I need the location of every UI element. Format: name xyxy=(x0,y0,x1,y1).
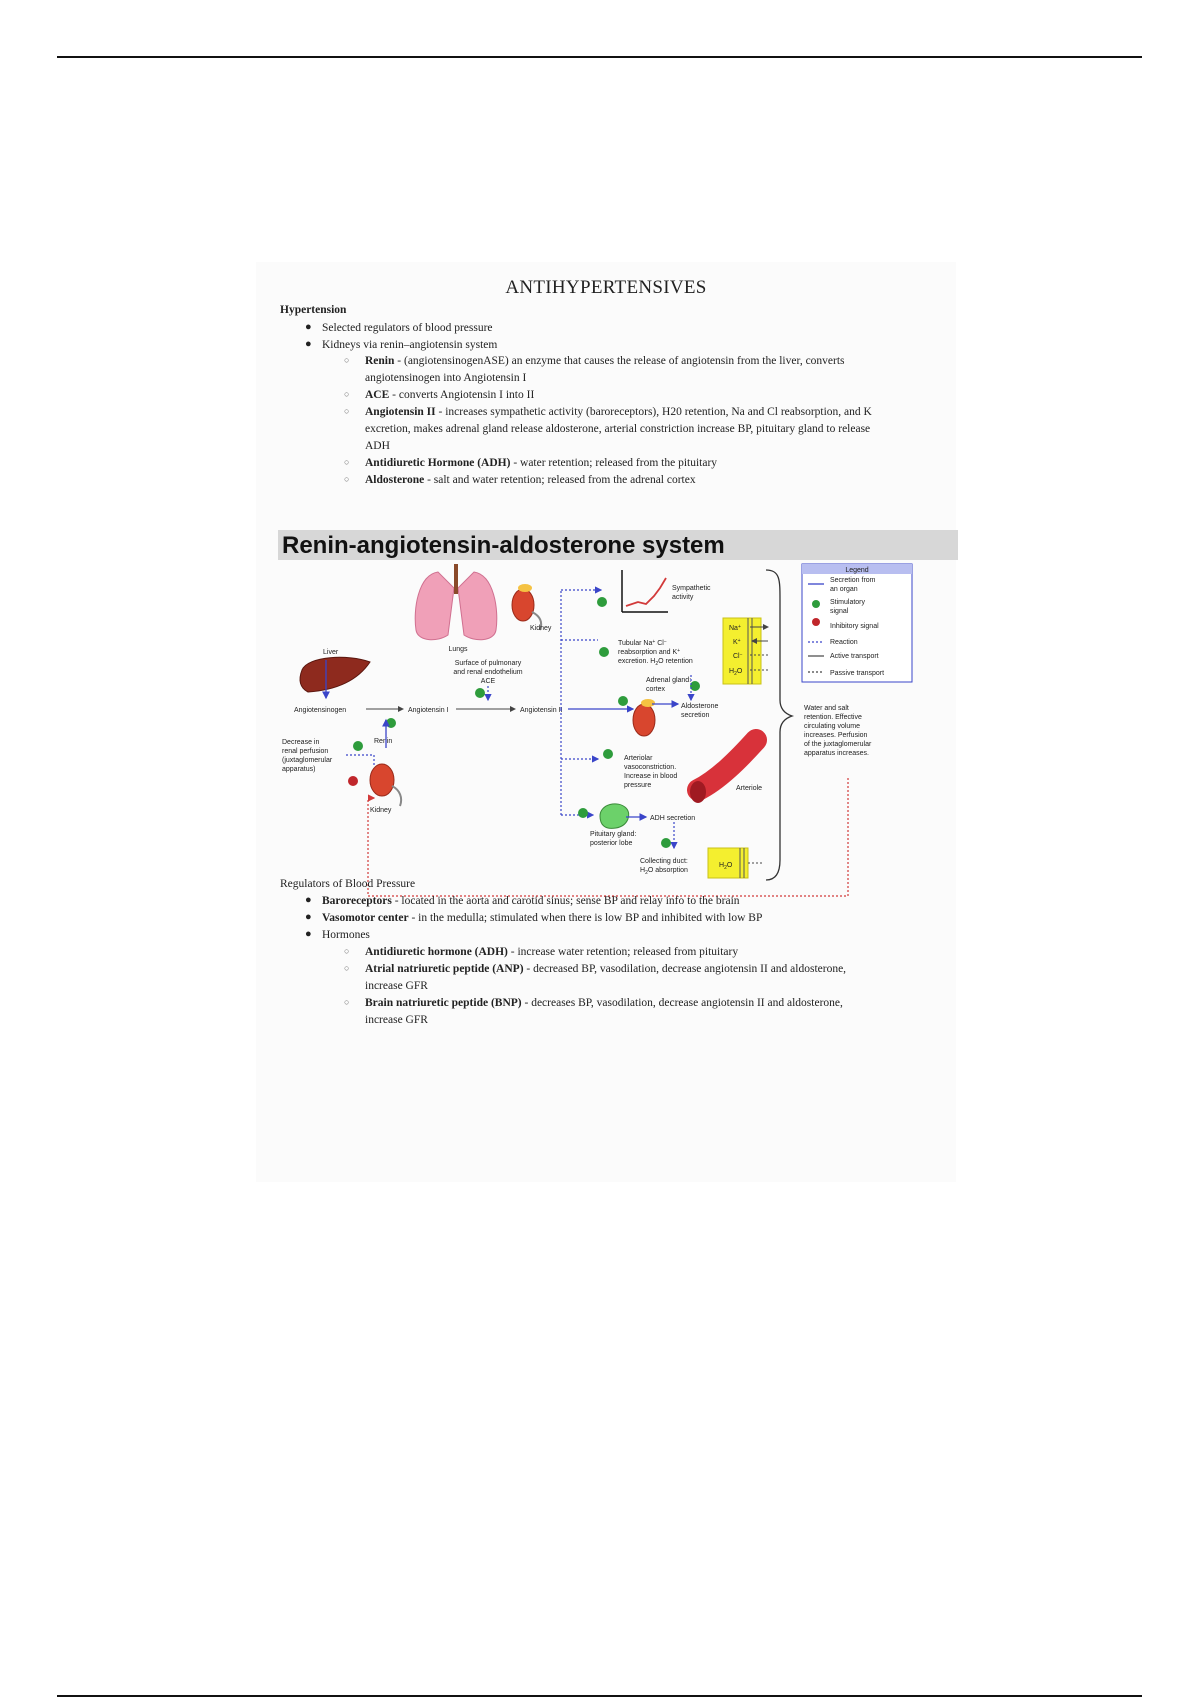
text-angiotensin-ii: - increases sympathetic activity (baroreceptors), H20 retention, Na and Cl reabsorption, and K xyxy=(435,406,872,418)
circle-bullet-icon: ○ xyxy=(344,457,350,467)
label-water-salt-5: of the juxtaglomerular xyxy=(804,741,872,748)
label-kidney-top: Kidney xyxy=(530,625,552,632)
stimulatory-signal-icon xyxy=(603,749,613,759)
label-angiotensin-i: Angiotensin I xyxy=(408,707,449,714)
text-anp: - decreased BP, vasodilation, decrease angiotensin II and aldosterone, xyxy=(523,963,847,975)
hypertension-bullet: Kidneys via renin–angiotensin system xyxy=(322,339,498,351)
label-decrease-3: (juxtaglomerular xyxy=(282,757,333,764)
label-surface-2: and renal endothelium xyxy=(453,669,523,676)
label-water-salt-3: circulating volume xyxy=(804,723,861,730)
label-arteriolar-4: pressure xyxy=(624,782,652,789)
text-ace: - converts Angiotensin I into II xyxy=(389,389,535,401)
label-aldosterone-2: secretion xyxy=(681,712,710,719)
label-angiotensinogen: Angiotensinogen xyxy=(294,707,347,714)
adh-regulator-item xyxy=(365,944,738,961)
stimulatory-signal-icon xyxy=(386,718,396,728)
stimulatory-signal-icon xyxy=(599,647,609,657)
kidney-icon xyxy=(512,584,541,630)
label-arteriolar-2: vasoconstriction. xyxy=(624,764,677,771)
hypertension-bullet: Selected regulators of blood pressure xyxy=(322,322,493,334)
label-ion-k: K+ xyxy=(733,638,741,646)
label-aldosterone-1: Aldosterone xyxy=(681,703,719,710)
bullet-icon: ● xyxy=(305,911,312,923)
label-decrease-1: Decrease in xyxy=(282,739,320,746)
hormones-item: Hormones xyxy=(322,929,370,941)
legend-box xyxy=(802,564,912,682)
sympathetic-chart-icon xyxy=(622,570,668,612)
label-angiotensin-ii: Angiotensin II xyxy=(520,707,563,714)
aldosterone-item xyxy=(365,472,696,489)
term-adh-regulator: Antidiuretic hormone (ADH) xyxy=(365,946,508,958)
term-renin: Renin xyxy=(365,355,395,367)
stimulatory-signal-icon xyxy=(661,838,671,848)
text-adh: - water retention; released from the pituitary xyxy=(510,457,718,469)
angiotensin-ii-item xyxy=(365,404,965,421)
text-renin: - (angiotensinogenASE) an enzyme that causes the release of angiotensin from the liver, converts xyxy=(394,355,845,367)
stimulatory-signal-icon xyxy=(618,696,628,706)
term-ace: ACE xyxy=(365,389,390,401)
adrenal-kidney-icon xyxy=(633,699,655,736)
bullet-icon: ● xyxy=(305,321,312,333)
label-surface-1: Surface of pulmonary xyxy=(454,660,522,667)
label-ion-na: Na+ xyxy=(729,624,741,632)
renin-item xyxy=(365,353,965,370)
label-kidney-bottom: Kidney xyxy=(370,807,392,814)
label-sympathetic-1: Sympathetic xyxy=(672,585,711,592)
legend-title: Legend xyxy=(845,567,869,574)
label-pituitary-1: Pituitary gland: xyxy=(590,831,637,838)
label-adh-secretion: ADH secretion xyxy=(650,815,696,822)
label-tubular-3: excretion. $H_2O$ retention xyxy=(618,658,693,667)
label-decrease-2: renal perfusion xyxy=(282,748,329,755)
term-angiotensin-ii: Angiotensin II xyxy=(365,406,436,418)
term-aldosterone: Aldosterone xyxy=(365,474,425,486)
text-baroreceptors: - located in the aorta and carotid sinus; sense BP and relay info to the brain xyxy=(391,895,740,907)
stimulatory-signal-icon xyxy=(578,808,588,818)
label-water-salt-1: Water and salt xyxy=(804,705,849,712)
bnp-item xyxy=(365,995,965,1012)
label-water: $H_2O$ xyxy=(719,862,733,871)
label-ion-cl: Cl− xyxy=(733,652,743,660)
circle-bullet-icon: ○ xyxy=(344,997,350,1007)
label-tubular-1: Tubular Na+ Cl− xyxy=(618,639,667,647)
legend-item: an organ xyxy=(830,586,858,593)
label-water-salt-2: retention. Effective xyxy=(804,714,862,721)
ace-item xyxy=(365,387,534,404)
label-pituitary-2: posterior lobe xyxy=(590,840,633,847)
stimulatory-signal-icon xyxy=(597,597,607,607)
label-renin: Renin xyxy=(374,738,393,745)
legend-item: signal xyxy=(830,608,849,615)
label-ace: ACE xyxy=(480,678,496,685)
legend-item: Secretion from xyxy=(830,577,876,584)
document-page xyxy=(256,262,956,1182)
stimulatory-signal-icon xyxy=(690,681,700,691)
inhibitory-signal-icon xyxy=(348,776,358,786)
term-vasomotor: Vasomotor center xyxy=(322,912,409,924)
term-adh: Antidiuretic Hormone (ADH) xyxy=(365,457,511,469)
regulators-heading: Regulators of Blood Pressure xyxy=(280,878,416,890)
label-arteriolar-1: Arteriolar xyxy=(624,755,653,762)
bullet-icon: ● xyxy=(305,928,312,940)
legend-item: Active transport xyxy=(830,653,879,660)
brace-icon xyxy=(766,570,792,880)
circle-bullet-icon: ○ xyxy=(344,946,350,956)
legend-stimulatory-icon xyxy=(812,600,820,608)
bullet-icon: ● xyxy=(305,338,312,350)
label-tubular-2: reabsorption and K+ xyxy=(618,648,681,656)
renin-item-cont: angiotensinogen into Angiotensin I xyxy=(365,372,527,384)
label-water-salt-6: apparatus increases. xyxy=(804,750,869,757)
circle-bullet-icon: ○ xyxy=(344,406,350,416)
anp-item xyxy=(365,961,965,978)
label-ion-h2o: $H_2O$ xyxy=(729,668,743,677)
angiotensin-ii-cont: ADH xyxy=(365,440,390,452)
vasomotor-item xyxy=(322,910,762,927)
circle-bullet-icon: ○ xyxy=(344,474,350,484)
label-collecting-1: Collecting duct: xyxy=(640,858,688,865)
text-vasomotor: - in the medulla; stimulated when there is low BP and inhibited with low BP xyxy=(408,912,763,924)
text-aldosterone: - salt and water retention; released from the adrenal cortex xyxy=(424,474,696,486)
term-baroreceptors: Baroreceptors xyxy=(322,895,392,907)
bullet-icon: ● xyxy=(305,894,312,906)
lungs-icon xyxy=(415,564,497,640)
document-title: ANTIHYPERTENSIVES xyxy=(505,277,707,298)
label-arteriolar-3: Increase in blood xyxy=(624,773,678,780)
circle-bullet-icon: ○ xyxy=(344,389,350,399)
term-bnp: Brain natriuretic peptide (BNP) xyxy=(365,997,522,1009)
adh-item xyxy=(365,455,717,472)
legend-item: Inhibitory signal xyxy=(830,623,879,630)
hypertension-heading: Hypertension xyxy=(280,304,347,316)
stimulatory-signal-icon xyxy=(475,688,485,698)
top-rule xyxy=(57,56,1142,58)
text-adh-regulator: - increase water retention; released from pituitary xyxy=(507,946,739,958)
figure-title: Renin-angiotensin-aldosterone system xyxy=(282,532,725,559)
label-water-salt-4: increases. Perfusion xyxy=(804,732,868,739)
arteriole-icon xyxy=(690,740,756,803)
label-sympathetic-2: activity xyxy=(672,594,694,601)
legend-item: Reaction xyxy=(830,639,858,646)
text-bnp: - decreases BP, vasodilation, decrease angiotensin II and aldosterone, xyxy=(521,997,843,1009)
label-adrenal-1: Adrenal gland: xyxy=(646,677,692,684)
legend-inhibitory-icon xyxy=(812,618,820,626)
bnp-cont: increase GFR xyxy=(365,1014,428,1026)
pituitary-icon xyxy=(600,804,629,829)
bottom-rule xyxy=(57,1695,1142,1697)
stimulatory-signal-icon xyxy=(353,741,363,751)
label-arteriole: Arteriole xyxy=(736,785,763,792)
anp-cont: increase GFR xyxy=(365,980,428,992)
circle-bullet-icon: ○ xyxy=(344,355,350,365)
baroreceptors-item xyxy=(322,893,740,910)
raas-diagram xyxy=(278,530,958,900)
label-decrease-4: apparatus) xyxy=(282,766,316,773)
legend-item: Passive transport xyxy=(830,670,885,677)
liver-icon xyxy=(300,657,370,692)
circle-bullet-icon: ○ xyxy=(344,963,350,973)
term-anp: Atrial natriuretic peptide (ANP) xyxy=(365,963,524,975)
label-lungs: Lungs xyxy=(448,646,468,653)
legend-item: Stimulatory xyxy=(830,599,866,606)
kidney-icon xyxy=(370,764,401,806)
label-liver: Liver xyxy=(323,649,339,656)
label-adrenal-2: cortex xyxy=(646,686,666,693)
angiotensin-ii-cont: excretion, makes adrenal gland release aldosterone, arterial constriction increase BP, pituitary gland to release xyxy=(365,423,871,435)
label-collecting-2: $H_2O$ absorption xyxy=(640,867,688,876)
